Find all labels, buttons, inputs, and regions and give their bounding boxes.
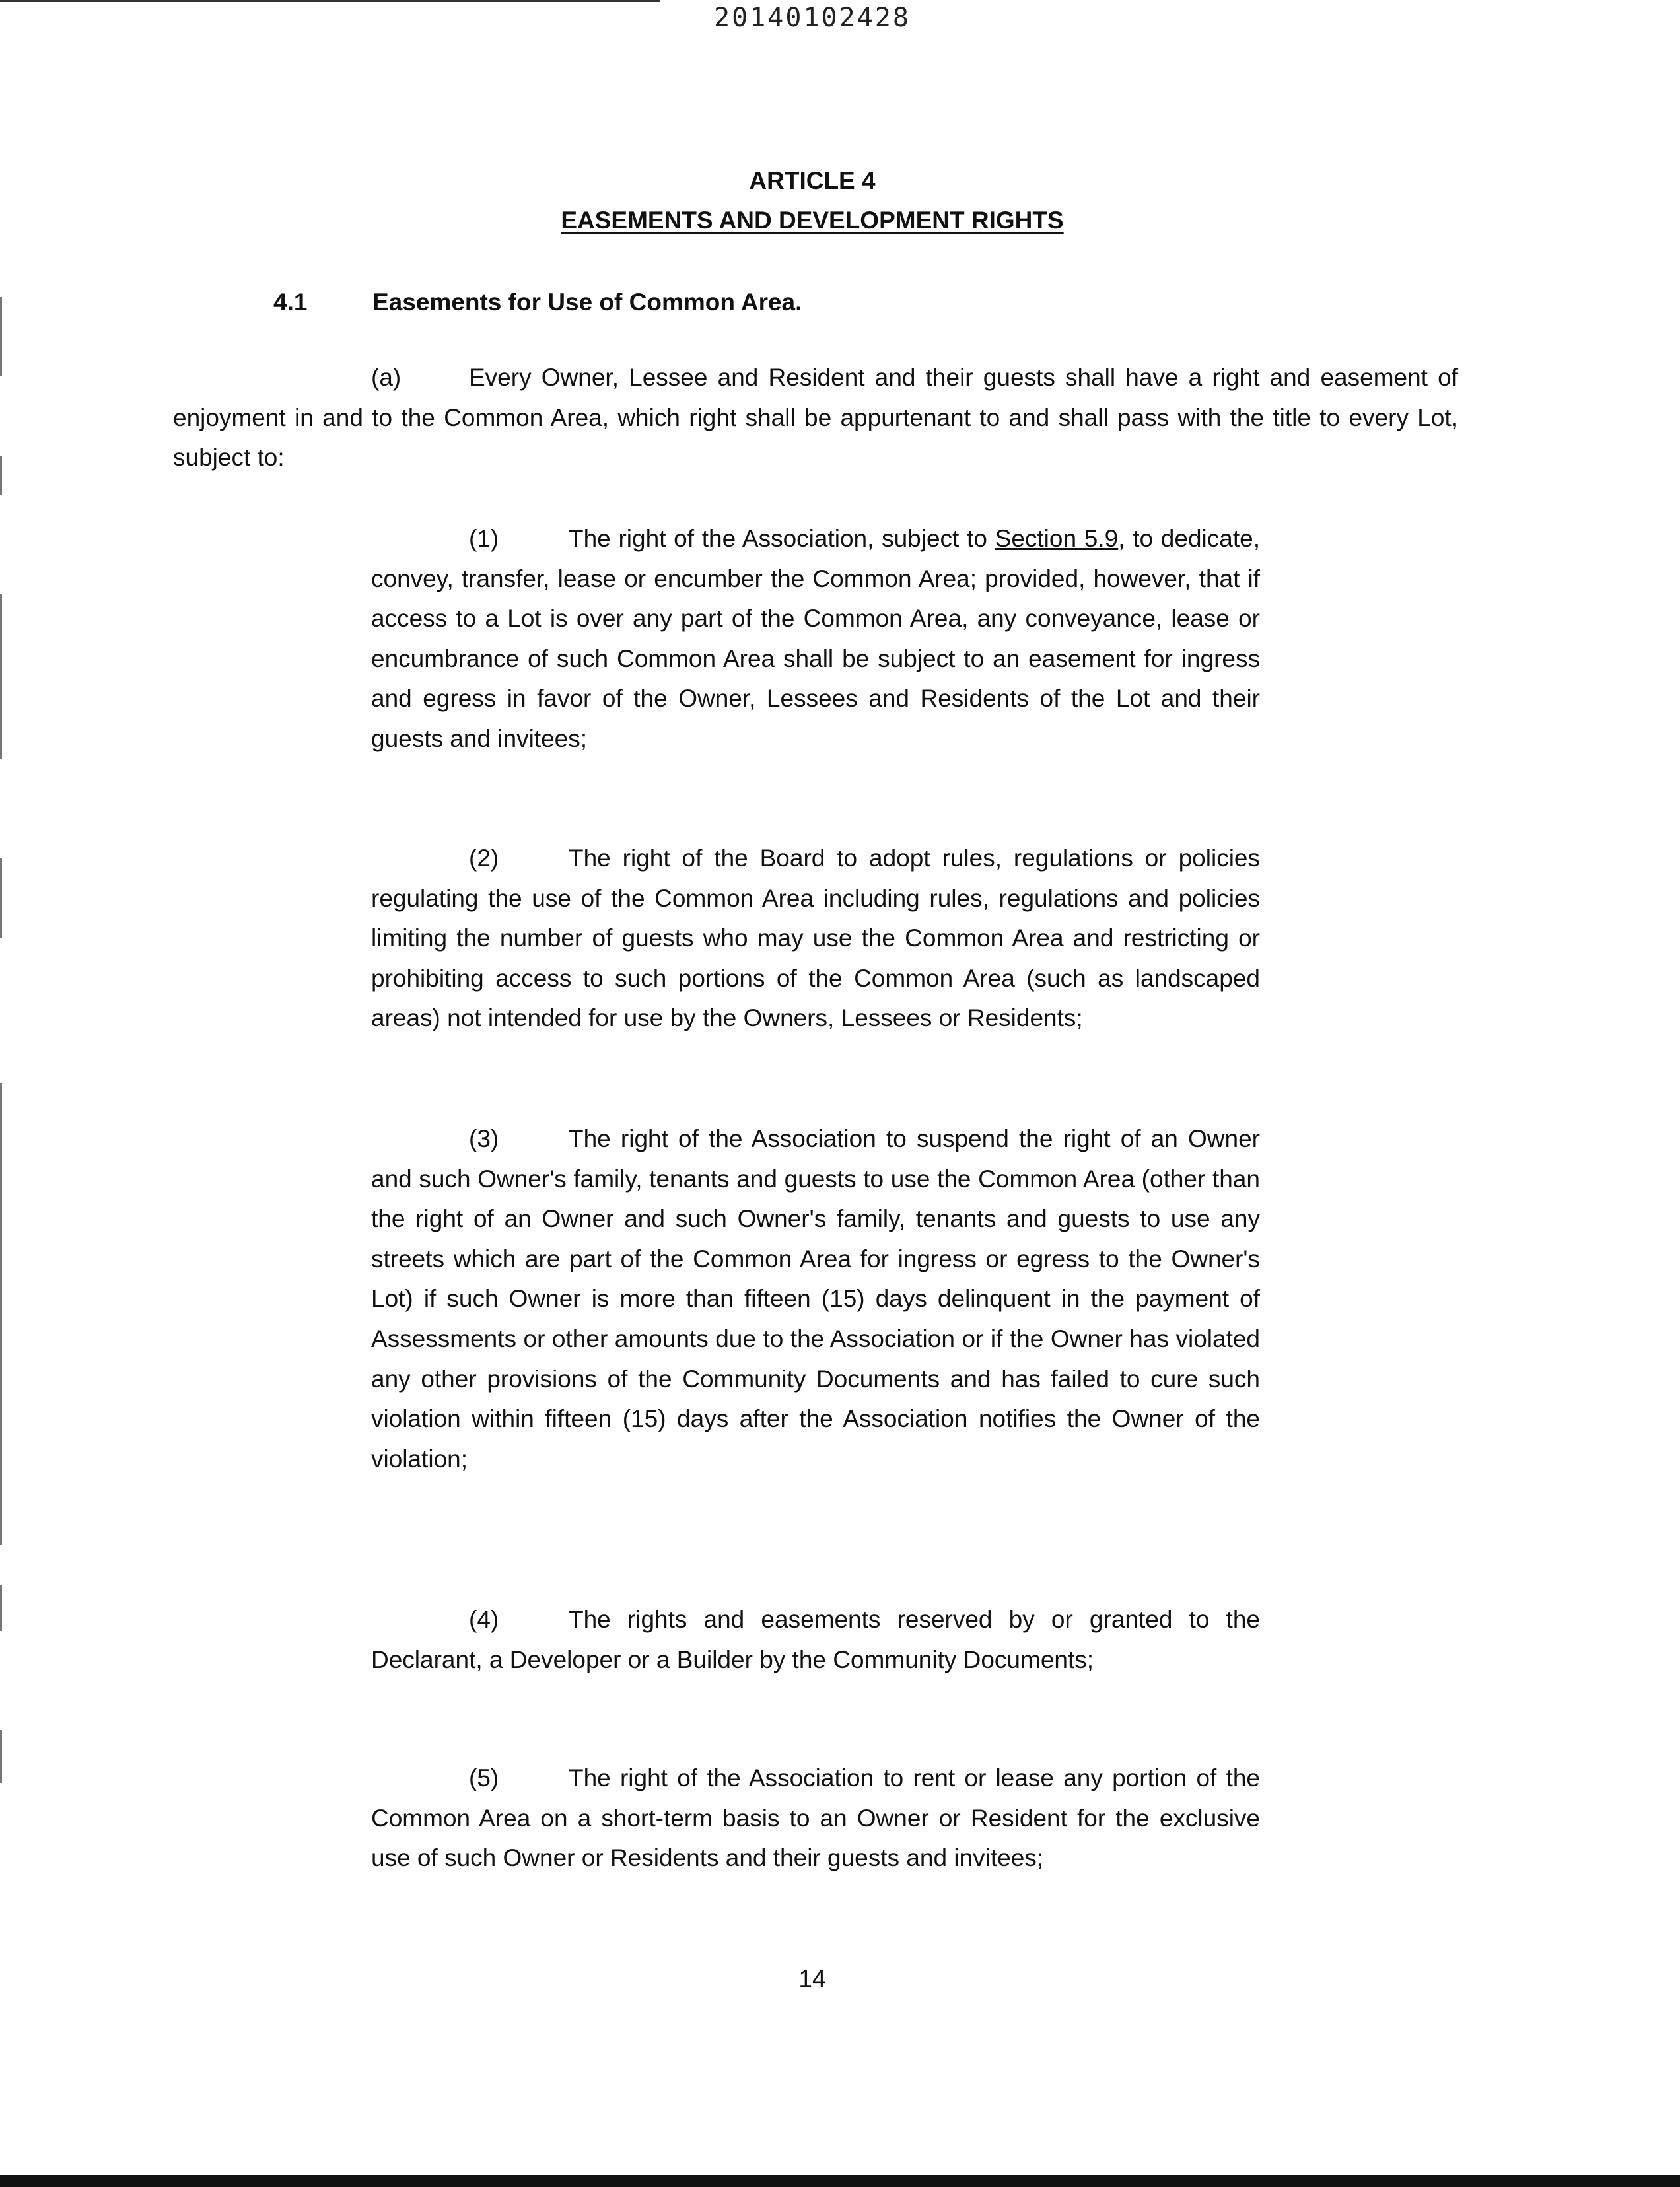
list-item-label: (4) — [469, 1606, 499, 1633]
section-heading — [273, 283, 802, 322]
section-number: 4.1 — [273, 289, 308, 316]
list-item-1 — [371, 519, 1260, 759]
list-item-label: (1) — [469, 525, 499, 552]
scan-bottom-edge-band — [0, 2175, 1680, 2187]
scan-left-edge-mark — [0, 297, 2, 376]
list-item-label: (3) — [469, 1125, 499, 1152]
scan-left-edge-mark — [0, 1585, 2, 1631]
list-item-3 — [371, 1119, 1260, 1479]
list-item-text: The rights and easements reserved by or granted to the Declarant, a Developer or a Builder by the Community Documents; — [371, 1606, 1260, 1673]
section-reference-link[interactable]: Section 5.9 — [995, 525, 1119, 552]
scan-left-edge-mark — [0, 1083, 2, 1545]
list-item-4 — [371, 1600, 1260, 1680]
list-item-text: The right of the Association to suspend the right of an Owner and such Owner's family, tenants and guests to use the Common Area (other than the right of an Owner and such Owner's family, tenants and guests to use any streets which are part of the Common Area for ingress or egress to the Owner's Lot) if such Owner is more than fifteen (15) days delinquent in the payment of Assessments or other amounts due to the Association or if the Owner has violated any other provisions of the Community Documents and has failed to cure such violation within fifteen (15) days after the Association notifies the Owner of the violation; — [371, 1125, 1260, 1473]
paragraph-a-text: Every Owner, Lessee and Resident and their guests shall have a right and easement of enjoyment in and to the Common Area, which right shall be appurtenant to and shall pass with the title to every Lot, subject to: — [173, 364, 1458, 471]
article-subtitle-text: EASEMENTS AND DEVELOPMENT RIGHTS — [561, 207, 1064, 234]
article-heading — [0, 161, 1625, 240]
list-item-label: (5) — [469, 1764, 499, 1791]
article-subtitle — [0, 201, 1625, 240]
list-item-text: The right of the Board to adopt rules, regulations or policies regulating the use of the Common Area including rules, regulations and policies limiting the number of guests who may use the Common Area and restricting or prohibiting access to such portions of the Common Area (such as landscaped areas) not intended for use by the Owners, Lessees or Residents; — [371, 845, 1260, 1032]
recording-number: 20140102428 — [714, 3, 911, 33]
list-item-label: (2) — [469, 845, 499, 872]
scan-left-edge-mark — [0, 594, 2, 759]
section-title: Easements for Use of Common Area. — [372, 289, 802, 316]
paragraph-a-label: (a) — [371, 364, 402, 391]
list-item-text-continued: , to dedicate, convey, transfer, lease or encumber the Common Area; provided, however, that if access to a Lot is over any part of the Common Area, any conveyance, lease or encumbrance of such Common Area shall be subject to an easement for ingress and egress in favor of the Owner, Lessees and Residents of the Lot and their guests and invitees; — [371, 525, 1260, 752]
list-item-2 — [371, 839, 1260, 1039]
scan-top-edge-line — [0, 0, 660, 2]
paragraph-a — [173, 358, 1458, 478]
list-item-5 — [371, 1758, 1260, 1879]
scan-left-edge-mark — [0, 1730, 2, 1783]
scan-left-edge-mark — [0, 456, 2, 495]
list-item-text: The right of the Association, subject to — [569, 525, 995, 552]
page-number: 14 — [798, 1965, 826, 1992]
scan-left-edge-mark — [0, 858, 2, 938]
list-item-text: The right of the Association to rent or lease any portion of the Common Area on a short-term basis to an Owner or Resident for the exclusive use of such Owner or Residents and their guests and invitees; — [371, 1764, 1260, 1872]
article-title: ARTICLE 4 — [749, 167, 876, 194]
